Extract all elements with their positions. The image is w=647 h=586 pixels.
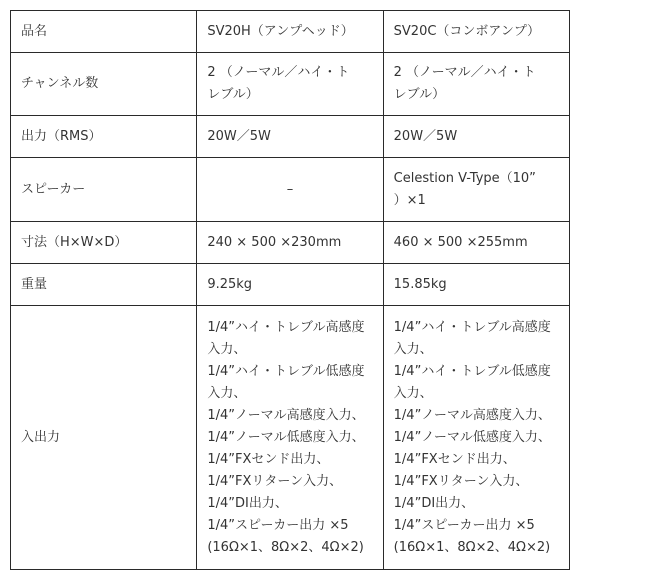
sv20c-cell: [383, 306, 569, 570]
table-row: [11, 53, 570, 116]
io-line: 1/4”FXセンド出力、: [393, 451, 516, 467]
sv20c-cell: 20W／5W: [383, 116, 569, 158]
sv20h-cell: 240 × 500 ×230mm: [197, 222, 383, 264]
io-line: 1/4”ハイ・トレブル高感度: [207, 319, 365, 335]
io-line: 入力、: [207, 341, 247, 357]
table-row: [11, 11, 570, 53]
io-line: (16Ω×1、8Ω×2、4Ω×2): [207, 539, 364, 555]
io-line: 入力、: [207, 385, 247, 401]
io-line: 1/4”ノーマル低感度入力、: [393, 429, 551, 445]
label-cell: 出力（RMS）: [11, 116, 197, 158]
table-row: [11, 158, 570, 222]
io-line: 1/4”FXリターン入力、: [393, 473, 529, 489]
io-line: 1/4”ハイ・トレブル低感度: [393, 363, 551, 379]
io-line: 1/4”FXセンド出力、: [207, 451, 330, 467]
io-line: 1/4”DI出力、: [393, 495, 475, 511]
io-line: 1/4”スピーカー出力 ×5: [207, 517, 349, 533]
table-row: [11, 222, 570, 264]
io-line: 入力、: [393, 341, 433, 357]
sv20h-cell: 9.25kg: [197, 264, 383, 306]
io-line: 1/4”DI出力、: [207, 495, 288, 511]
table-row: [11, 306, 570, 570]
label-cell: スピーカー: [11, 158, 197, 222]
sv20c-cell: 15.85kg: [383, 264, 569, 306]
sv20h-cell: 20W／5W: [197, 116, 383, 158]
io-line: 1/4”ハイ・トレブル低感度: [207, 363, 365, 379]
io-line: 入力、: [393, 385, 433, 401]
io-line: 1/4”ノーマル低感度入力、: [207, 429, 365, 445]
label-cell: 入出力: [11, 306, 197, 570]
io-line: 1/4”ノーマル高感度入力、: [207, 407, 365, 423]
io-line: (16Ω×1、8Ω×2、4Ω×2): [393, 539, 551, 555]
io-line: 1/4”ノーマル高感度入力、: [393, 407, 551, 423]
sv20h-cell: [197, 306, 383, 570]
sv20c-cell: 460 × 500 ×255mm: [383, 222, 569, 264]
label-cell: チャンネル数: [11, 53, 197, 116]
sv20c-cell: SV20C（コンボアンプ）: [383, 11, 569, 53]
sv20h-cell: 2 （ノーマル／ハイ・ト レブル）: [197, 53, 383, 116]
io-line: 1/4”ハイ・トレブル高感度: [393, 319, 551, 335]
spec-table: [10, 10, 570, 570]
table-row: [11, 264, 570, 306]
sv20h-cell: SV20H（アンプヘッド）: [197, 11, 383, 53]
io-line: 1/4”スピーカー出力 ×5: [393, 517, 535, 533]
table-row: [11, 116, 570, 158]
sv20h-cell: –: [197, 158, 383, 222]
sv20c-cell: Celestion V-Type（10” ）×1: [383, 158, 569, 222]
io-line: 1/4”FXリターン入力、: [207, 473, 343, 489]
label-cell: 品名: [11, 11, 197, 53]
label-cell: 重量: [11, 264, 197, 306]
label-cell: 寸法（H×W×D）: [11, 222, 197, 264]
sv20c-cell: 2 （ノーマル／ハイ・ト レブル）: [383, 53, 569, 116]
